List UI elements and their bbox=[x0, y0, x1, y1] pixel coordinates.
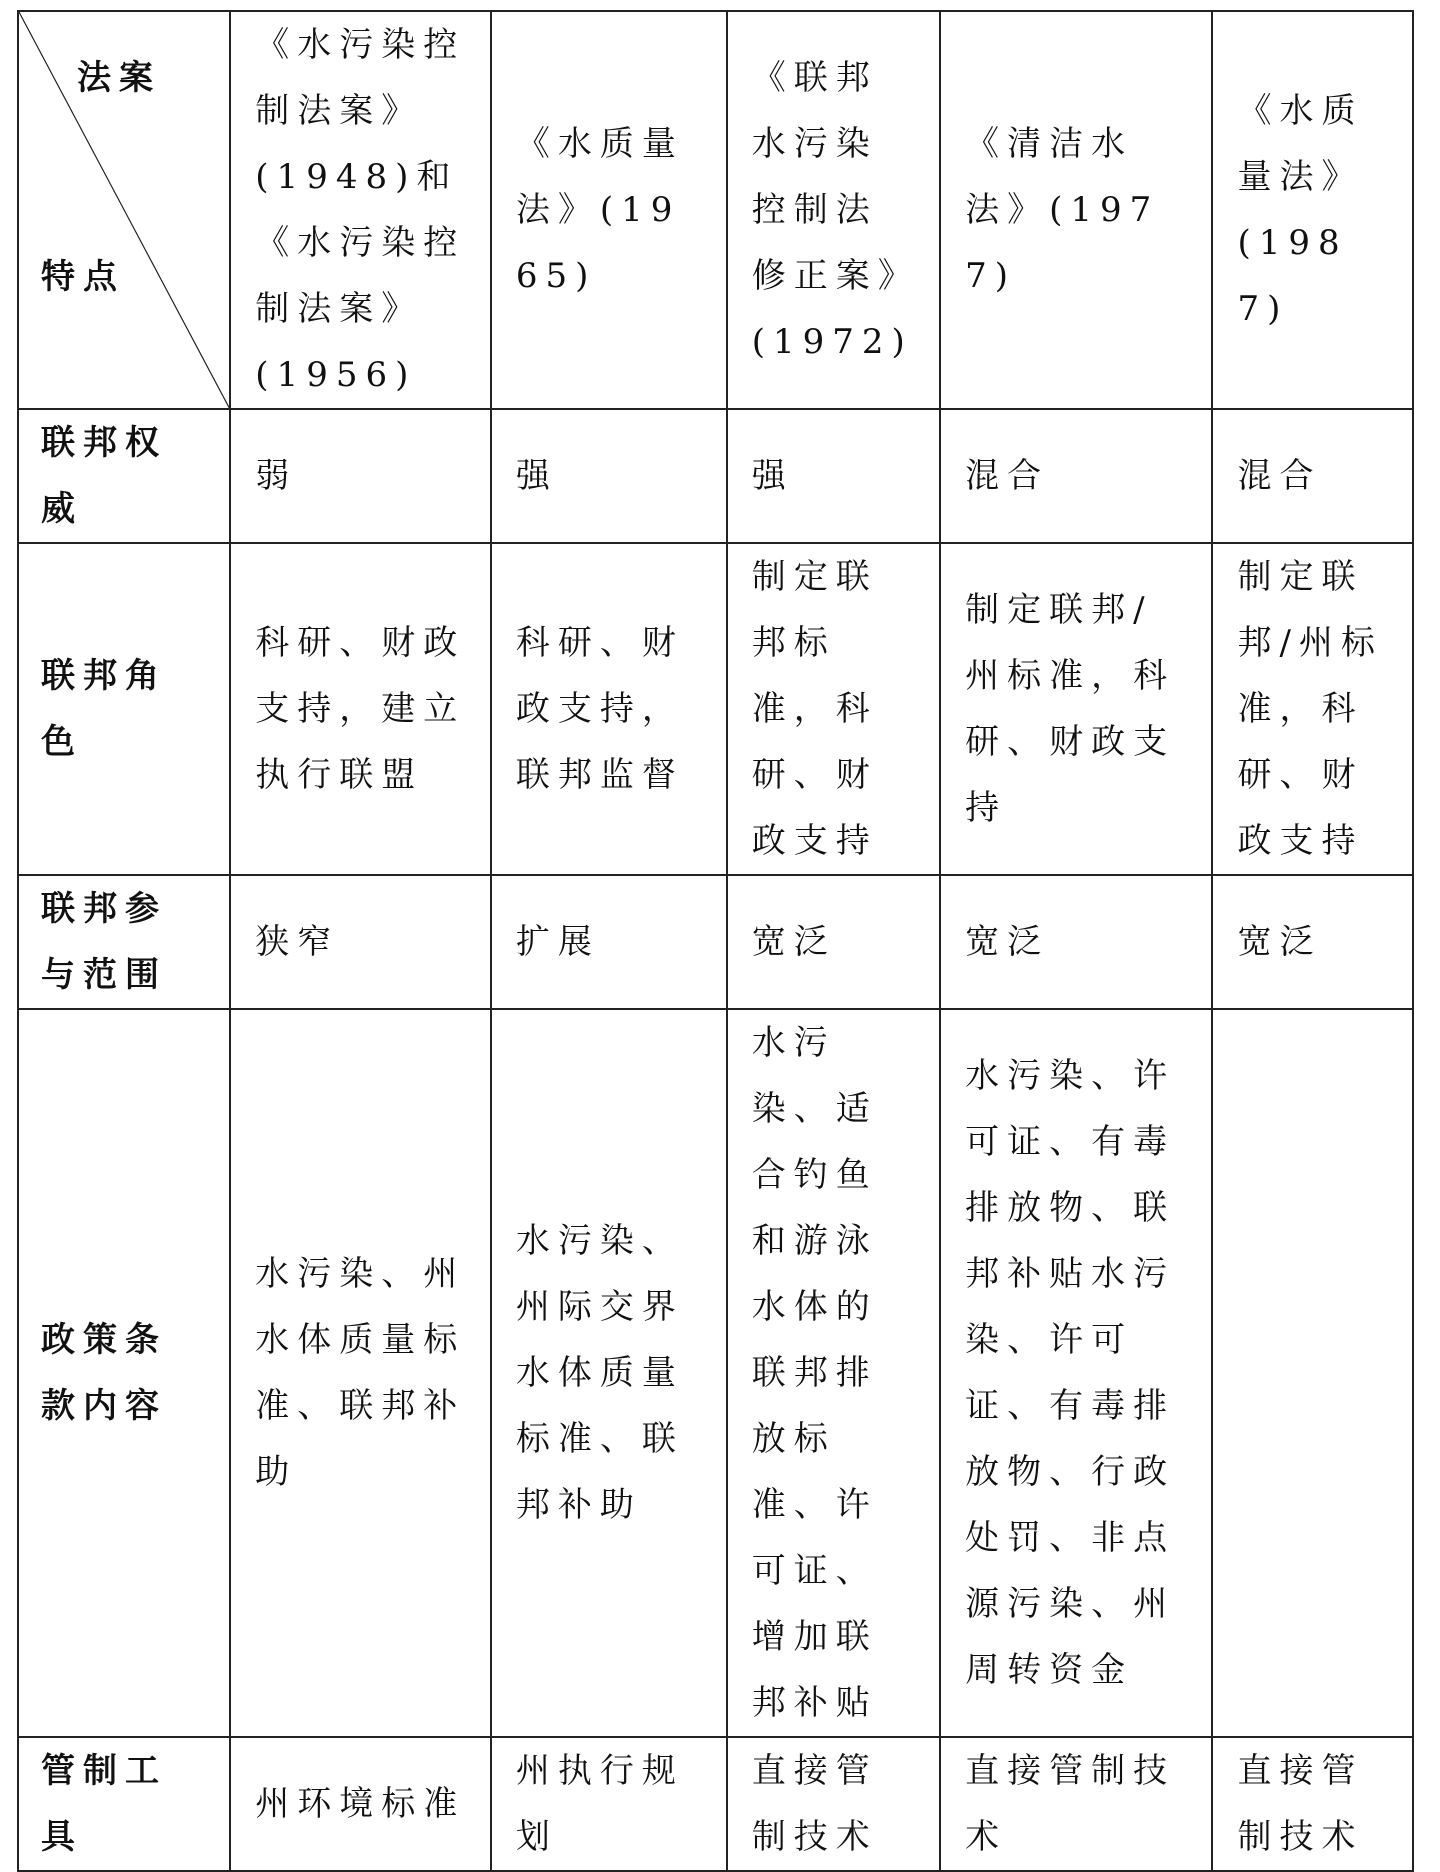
row-label: 联邦参与范围 bbox=[18, 875, 230, 1009]
table-cell: 混合 bbox=[1212, 409, 1413, 543]
table-cell: 科研、财政支持，建立执行联盟 bbox=[230, 543, 491, 875]
table-cell: 制定联邦/州标准，科研、财政支持 bbox=[940, 543, 1212, 875]
act-header-1977: 《清洁水法》(1977) bbox=[940, 11, 1212, 409]
table-cell: 州环境标准 bbox=[230, 1737, 491, 1871]
table-row bbox=[18, 1009, 1413, 1737]
act-header-1972: 《联邦水污染控制法修正案》(1972) bbox=[727, 11, 940, 409]
table-cell: 水污染、州水体质量标准、联邦补助 bbox=[230, 1009, 491, 1737]
row-label: 政策条款内容 bbox=[18, 1009, 230, 1737]
act-header-1948-1956: 《水污染控制法案》(1948)和《水污染控制法案》(1956) bbox=[230, 11, 491, 409]
table-cell: 科研、财政支持，联邦监督 bbox=[491, 543, 727, 875]
table-cell: 水污染、适合钓鱼和游泳水体的联邦排放标准、许可证、增加联邦补贴 bbox=[727, 1009, 940, 1737]
table-cell: 制定联邦/州标准，科研、财政支持 bbox=[1212, 543, 1413, 875]
table-row bbox=[18, 875, 1413, 1009]
table-cell: 水污染、州际交界水体质量标准、联邦补助 bbox=[491, 1009, 727, 1737]
table-cell: 强 bbox=[727, 409, 940, 543]
act-header-1965: 《水质量法》(1965) bbox=[491, 11, 727, 409]
corner-label-act: 法案 bbox=[77, 58, 161, 98]
table-cell: 直接管制技术 bbox=[727, 1737, 940, 1871]
table-cell bbox=[1212, 1009, 1413, 1737]
table-cell: 水污染、许可证、有毒排放物、联邦补贴水污染、许可证、有毒排放物、行政处罚、非点源污染、州周转资金 bbox=[940, 1009, 1212, 1737]
row-label: 管制工具 bbox=[18, 1737, 230, 1871]
table-cell: 狭窄 bbox=[230, 875, 491, 1009]
table-cell: 宽泛 bbox=[1212, 875, 1413, 1009]
table-cell: 州执行规划 bbox=[491, 1737, 727, 1871]
comparison-table bbox=[17, 10, 1414, 1872]
table-cell: 宽泛 bbox=[727, 875, 940, 1009]
row-label: 联邦权威 bbox=[18, 409, 230, 543]
table-cell: 强 bbox=[491, 409, 727, 543]
table-cell: 弱 bbox=[230, 409, 491, 543]
table-cell: 制定联邦标准，科研、财政支持 bbox=[727, 543, 940, 875]
table-cell: 直接管制技术 bbox=[940, 1737, 1212, 1871]
corner-label-feature: 特点 bbox=[41, 257, 125, 297]
row-label: 联邦角色 bbox=[18, 543, 230, 875]
header-row bbox=[18, 11, 1413, 409]
table-row bbox=[18, 409, 1413, 543]
table-cell: 扩展 bbox=[491, 875, 727, 1009]
corner-header-cell bbox=[18, 11, 230, 409]
table-cell: 混合 bbox=[940, 409, 1212, 543]
table-cell: 宽泛 bbox=[940, 875, 1212, 1009]
table-cell: 直接管制技术 bbox=[1212, 1737, 1413, 1871]
table-row bbox=[18, 543, 1413, 875]
table-row bbox=[18, 1737, 1413, 1871]
act-header-1987: 《水质量法》(1987) bbox=[1212, 11, 1413, 409]
